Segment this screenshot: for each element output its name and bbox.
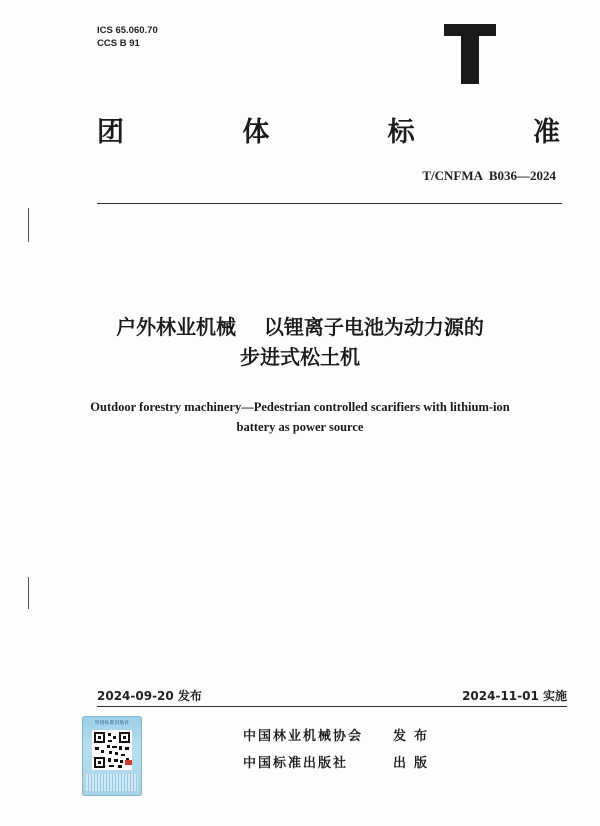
- standard-type-t-logo: [444, 24, 496, 84]
- document-type-heading: [97, 110, 560, 149]
- ccs-code: CCS B 91: [97, 38, 140, 49]
- publisher-action: 发布: [393, 729, 436, 744]
- publisher-org: 中国标准出版社: [243, 756, 349, 771]
- publisher-action: 出版: [393, 756, 436, 771]
- sticker-red-mark: [125, 760, 132, 765]
- sticker-header: 中国标准出版社: [94, 720, 130, 726]
- ics-code: ICS 65.060.70: [97, 25, 158, 36]
- doc-type-char: 体: [242, 117, 270, 148]
- title-english-line2: battery as power source: [236, 420, 364, 434]
- doc-type-char: 标: [387, 117, 415, 148]
- standard-number: T/CNFMA B036—2024: [422, 168, 556, 183]
- scan-edge-mark: [28, 577, 29, 609]
- title-chinese: [60, 312, 540, 372]
- implementation-date: 2024-11-01 实施: [462, 689, 567, 703]
- publisher-org: 中国林业机械协会: [243, 729, 364, 744]
- title-chinese-line2: 步进式松土机: [240, 345, 360, 369]
- issue-date: 2024-09-20 发布: [97, 689, 202, 703]
- title-english: [60, 397, 540, 437]
- anti-counterfeit-sticker: [82, 716, 142, 796]
- footer-divider: [97, 706, 567, 707]
- doc-type-char: 准: [532, 117, 560, 148]
- title-english-line1: Outdoor forestry machinery—Pedestrian controlled scarifiers with lithium-ion: [90, 400, 510, 414]
- scan-edge-mark: [28, 208, 29, 242]
- header-divider: [97, 203, 562, 204]
- title-chinese-line1: 户外林业机械 以锂离子电池为动力源的: [116, 315, 484, 339]
- sticker-security-strip: [86, 774, 138, 791]
- classification-codes: [97, 24, 158, 50]
- doc-type-char: 团: [97, 117, 124, 148]
